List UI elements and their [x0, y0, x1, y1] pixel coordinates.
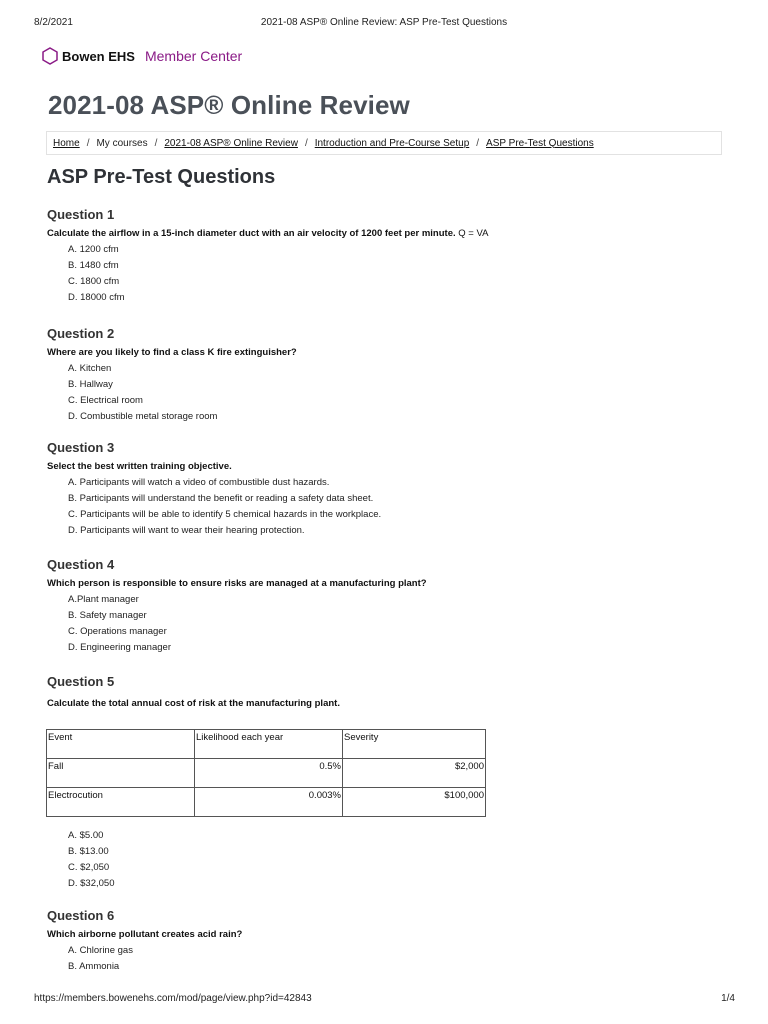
answer-option: A.Plant manager	[68, 594, 139, 605]
question-text	[47, 227, 727, 243]
page-number: 1/4	[721, 993, 735, 1004]
print-title: 2021-08 ASP® Online Review: ASP Pre-Test Questions	[260, 17, 508, 28]
answer-options	[47, 944, 727, 976]
breadcrumb-separator: /	[304, 137, 308, 149]
question-heading: Question 2	[47, 326, 115, 341]
table-cell: $100,000	[343, 788, 486, 817]
answer-option: D. Combustible metal storage room	[68, 410, 218, 422]
answer-option: B. $13.00	[68, 845, 109, 857]
breadcrumb-home[interactable]: Home	[53, 137, 80, 149]
question-heading: Question 3	[47, 440, 115, 455]
breadcrumb-separator: /	[86, 137, 90, 149]
risk-table	[46, 729, 486, 817]
answer-option: A. Chlorine gas	[68, 945, 133, 956]
answer-option: A. 1200 cfm	[68, 244, 119, 255]
table-header-cell: Severity	[343, 730, 486, 759]
answer-option: B. Ammonia	[68, 960, 120, 972]
table-cell: 0.5%	[195, 759, 343, 788]
answer-option: D. 18000 cfm	[68, 291, 125, 303]
question-3	[47, 440, 727, 540]
question-text: Select the best written training objective.	[47, 461, 232, 472]
answer-option: D. Engineering manager	[68, 641, 171, 653]
print-date: 8/2/2021	[34, 17, 73, 28]
answer-option: C. Participants will be able to identify 5 chemical hazards in the workplace.	[68, 508, 382, 520]
answer-option: C. $2,050	[68, 861, 110, 873]
brand-name: Bowen EHS	[62, 48, 135, 64]
question-heading: Question 1	[47, 207, 115, 222]
question-5	[47, 674, 727, 713]
table-header-cell: Likelihood each year	[195, 730, 343, 759]
hexagon-logo-icon	[40, 46, 60, 66]
question-heading: Question 4	[47, 557, 115, 572]
answer-option: C. Operations manager	[68, 625, 167, 637]
answer-options	[47, 829, 727, 893]
table-cell: 0.003%	[195, 788, 343, 817]
question-heading: Question 5	[47, 674, 115, 689]
table-cell: Fall	[47, 759, 195, 788]
breadcrumb-course[interactable]: 2021-08 ASP® Online Review	[164, 137, 298, 149]
answer-option: A. Kitchen	[68, 363, 112, 374]
breadcrumb-separator: /	[154, 137, 158, 149]
breadcrumb-separator: /	[476, 137, 480, 149]
answer-option: B. Safety manager	[68, 609, 147, 621]
answer-option: B. Participants will understand the benefit or reading a safety data sheet.	[68, 492, 374, 504]
page-url: https://members.bowenehs.com/mod/page/view.php?id=42843	[34, 993, 312, 1004]
question-text: Which person is responsible to ensure risks are managed at a manufacturing plant?	[47, 578, 427, 589]
breadcrumb-current[interactable]: ASP Pre-Test Questions	[486, 137, 594, 149]
question-2	[47, 326, 727, 426]
question-formula: Q = VA	[455, 228, 489, 239]
page-title: ASP Pre-Test Questions	[47, 166, 276, 188]
answer-option: B. Hallway	[68, 378, 113, 390]
question-text: Calculate the total annual cost of risk at the manufacturing plant.	[47, 698, 340, 709]
answer-option: A. Participants will watch a video of combustible dust hazards.	[68, 477, 330, 488]
answer-option: A. $5.00	[68, 830, 104, 841]
table-row	[47, 759, 486, 788]
member-center-link[interactable]: Member Center	[144, 48, 243, 64]
answer-option: C. Electrical room	[68, 394, 143, 406]
answer-options	[47, 476, 727, 540]
question-6	[47, 908, 727, 976]
question-5-options	[47, 829, 727, 893]
answer-option: D. $32,050	[68, 877, 115, 889]
table-header-cell: Event	[47, 730, 195, 759]
breadcrumb-my-courses: My courses	[96, 137, 148, 149]
answer-options	[47, 593, 727, 657]
breadcrumb	[46, 131, 722, 155]
question-1	[47, 207, 727, 307]
brand-header[interactable]	[40, 46, 242, 66]
question-text: Where are you likely to find a class K fire extinguisher?	[47, 347, 297, 358]
table-header-row	[47, 730, 486, 759]
answer-options	[47, 362, 727, 426]
question-4	[47, 557, 727, 657]
answer-option: C. 1800 cfm	[68, 275, 120, 287]
table-cell: Electrocution	[47, 788, 195, 817]
question-heading: Question 6	[47, 908, 115, 923]
answer-options	[47, 243, 727, 307]
course-title: 2021-08 ASP® Online Review	[48, 90, 410, 120]
answer-option: B. 1480 cfm	[68, 259, 119, 271]
question-prompt: Calculate the airflow in a 15-inch diameter duct with an air velocity of 1200 feet per minute.	[47, 228, 456, 239]
print-header	[0, 17, 768, 31]
table-cell: $2,000	[343, 759, 486, 788]
print-footer	[0, 993, 768, 1007]
breadcrumb-section[interactable]: Introduction and Pre-Course Setup	[314, 137, 470, 149]
question-text: Which airborne pollutant creates acid rain?	[47, 929, 243, 940]
table-row	[47, 788, 486, 817]
answer-option: D. Participants will want to wear their hearing protection.	[68, 524, 305, 536]
